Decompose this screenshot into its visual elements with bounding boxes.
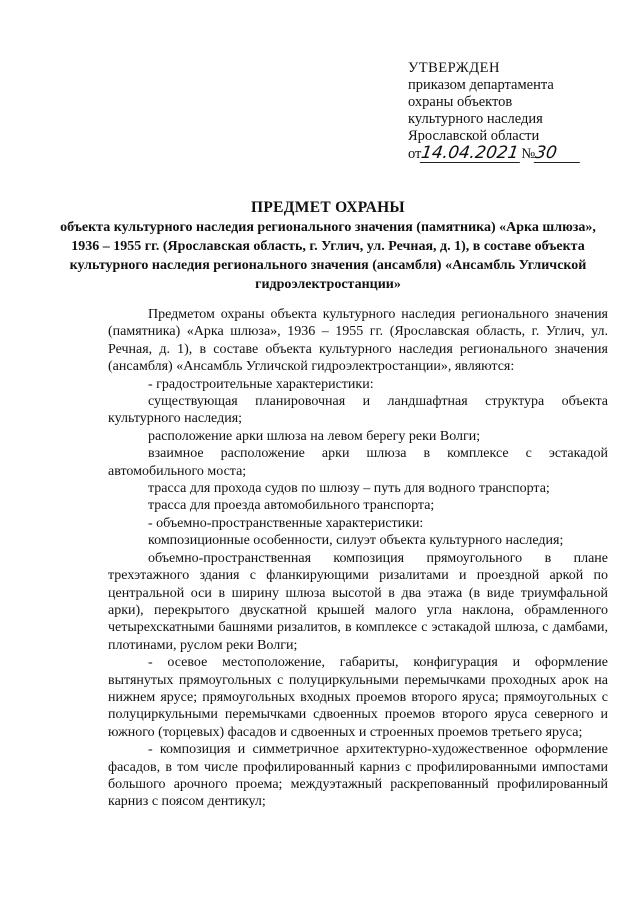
approval-stamp-block [408, 60, 608, 163]
document-body [108, 306, 608, 811]
paragraph: расположение арки шлюза на левом берегу реки Волги; [148, 428, 481, 444]
handwritten-number: 30 [534, 145, 583, 163]
paragraph: - композиция и симметричное архитектурно-художественное оформление фасадов, в том числе профилированный карниз с профилированными импостами большого арочного проема; междуэтажный раскрепованный профилированный карниз с поясом дентикул; [108, 742, 608, 810]
paragraph: трасса для проезда автомобильного транспорта; [148, 498, 435, 514]
paragraph: - объемно-пространственные характеристики: [148, 515, 424, 531]
approval-date-row [408, 145, 608, 163]
paragraph: трасса для прохода судов по шлюзу – путь для водного транспорта; [148, 481, 550, 497]
approval-line-3: культурного наследия [408, 111, 543, 127]
paragraph: взаимное расположение арки шлюза в комплексе с эстакадой автомобильного моста; [108, 446, 608, 479]
document-heading [60, 198, 596, 294]
approval-line-1: приказом департамента [408, 77, 554, 93]
paragraph: Предметом охраны объекта культурного наследия регионального значения (памятника) «Арка шлюза», 1936 – 1955 гг. (Ярославская область, г. Углич, ул. Речная, д. 1), в составе объекта культурного наследия регионального значения (ансамбля) «Ансамбль Угличской гидроэлектростанции», являются: [108, 307, 608, 375]
approval-line-4: Ярославской области [408, 128, 540, 144]
document-title: ПРЕДМЕТ ОХРАНЫ [251, 199, 405, 216]
paragraph: композиционные особенности, силуэт объекта культурного наследия; [148, 533, 564, 549]
paragraph: объемно-пространственная композиция прямоугольного в плане трехэтажного здания с фланкирующими ризалитами и проездной аркой по центральной оси в ширину шлюза высотой в два этажа (в виде триумфальной арки), перекрытого двускатной крышей малого угла наклона, обрамленного четырехскатными башнями ризалитов, в комплексе с эстакадой шлюза, с дамбами, плотинами, руслом реки Волги; [108, 550, 608, 653]
approval-line-2: охраны объектов [408, 94, 513, 110]
approval-title: УТВЕРЖДЕН [408, 60, 500, 76]
paragraph: - осевое местоположение, габариты, конфигурация и оформление вытянутых прямоугольных с полуциркульными перемычками проходных арок на нижнем ярусе; прямоугольных входных проемов второго яруса; прямоугольных с полуциркульными перемычками сдвоенных проемов второго яруса северного и южного (торцевых) фасадов и сдвоенных и строенных проемов третьего яруса; [108, 655, 608, 740]
from-label: от [408, 146, 422, 162]
document-subtitle: объекта культурного наследия регионального значения (памятника) «Арка шлюза», 1936 – 1955 гг. (Ярославская область, г. Углич, ул. Речная, д. 1), в составе объекта культурного наследия регионального значения (ансамбля) «Ансамбль Угличской гидроэлектростанции» [60, 220, 596, 292]
paragraph: - градостроительные характеристики: [148, 376, 374, 392]
paragraph: существующая планировочная и ландшафтная структура объекта культурного наследия; [108, 394, 608, 427]
number-label: № [521, 146, 536, 162]
handwritten-date: 14.04.2021 [420, 145, 523, 163]
